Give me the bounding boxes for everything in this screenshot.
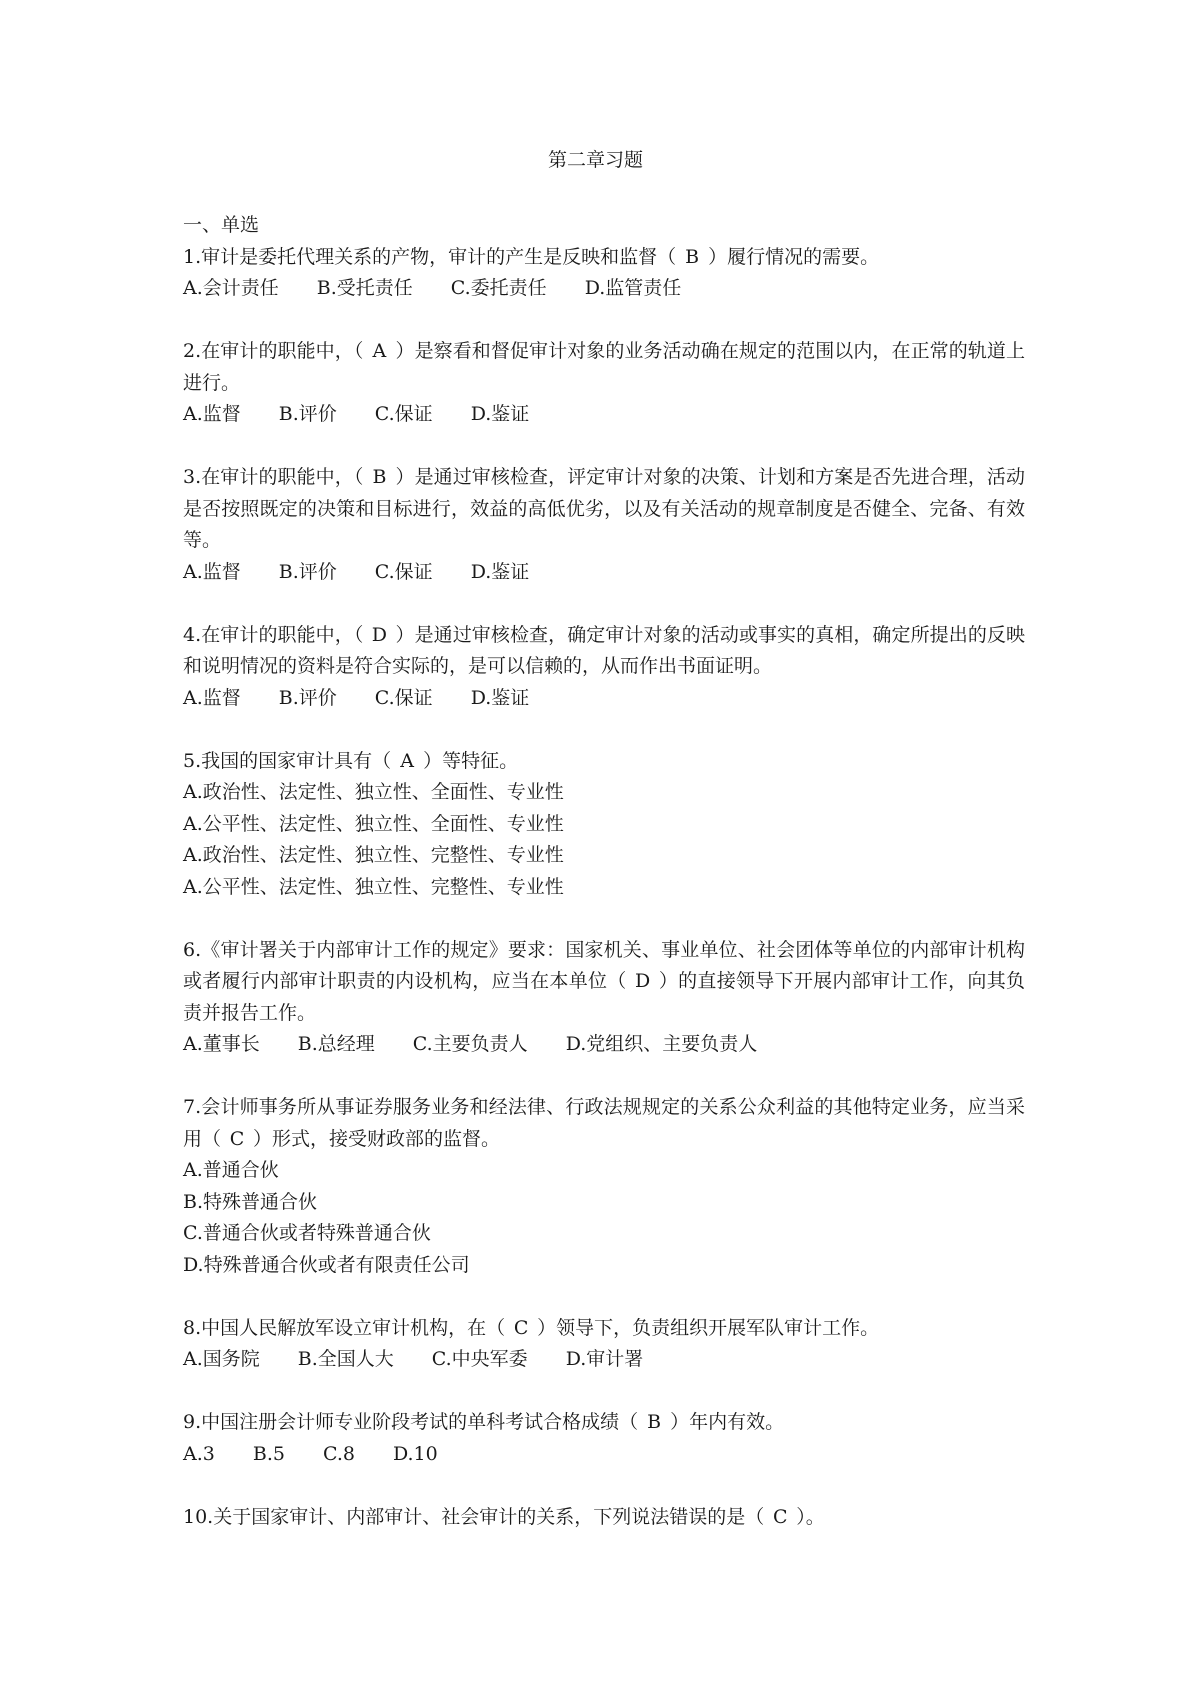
option: C.普通合伙或者特殊普通合伙 xyxy=(183,1222,431,1244)
option: D.10 xyxy=(392,1442,438,1465)
question-text-before: 在审计的职能中，（ xyxy=(201,466,364,488)
answer-letter: D xyxy=(371,623,388,646)
option: C.中央军委 xyxy=(431,1348,528,1370)
question-text-after: ）等特征。 xyxy=(423,749,519,772)
option: B.受托责任 xyxy=(316,277,413,299)
question-text-before: 在审计的职能中，（ xyxy=(201,623,364,646)
question-text-before: 《审计署关于内部审计工作的规定》要求：国家机关、事业单位、社会团体等单位的内部审计机构或者履行内部审计职责的内设机构，应当在本单位（ xyxy=(183,938,1025,992)
option: D.监管责任 xyxy=(584,277,682,299)
options-row xyxy=(183,683,1025,715)
question-stem xyxy=(183,746,1025,778)
options-row xyxy=(183,557,1025,589)
section-heading: 一、单选 xyxy=(183,214,260,236)
question-stem xyxy=(183,1502,1025,1534)
question-number: 6. xyxy=(183,938,202,961)
question-item xyxy=(183,935,1025,1061)
option: C.委托责任 xyxy=(450,277,547,299)
question-text-before: 关于国家审计、内部审计、社会审计的关系，下列说法错误的是（ xyxy=(213,1505,765,1528)
question-stem xyxy=(183,1407,1025,1439)
question-text-after: ）领导下，负责组织开展军队审计工作。 xyxy=(537,1316,880,1339)
option: C.主要负责人 xyxy=(412,1033,528,1055)
question-number: 7. xyxy=(183,1096,202,1118)
answer-letter: C xyxy=(229,1127,245,1150)
question-text-before: 审计是委托代理关系的产物，审计的产生是反映和监督（ xyxy=(201,245,677,268)
option: D.鉴证 xyxy=(470,560,530,583)
question-stem xyxy=(183,620,1025,683)
option: C.8 xyxy=(322,1442,355,1465)
option: B.5 xyxy=(252,1442,285,1465)
question-text-after: ）年内有效。 xyxy=(670,1411,785,1433)
option: A.公平性、法定性、独立性、完整性、专业性 xyxy=(183,875,564,898)
question-stem xyxy=(183,1092,1025,1155)
option: B.评价 xyxy=(278,403,337,425)
option: D.鉴证 xyxy=(470,403,530,425)
option: B.评价 xyxy=(278,560,337,583)
options-row xyxy=(183,1029,1025,1061)
question-text-after: ）是通过审核检查，确定审计对象的活动或事实的真相，确定所提出的反映和说明情况的资料是符合实际的，是可以信赖的，从而作出书面证明。 xyxy=(183,623,1025,677)
question-item xyxy=(183,1313,1025,1376)
question-text-after: ）是察看和督促审计对象的业务活动确在规定的范围以内，在正常的轨道上进行。 xyxy=(183,340,1025,394)
answer-letter: C xyxy=(513,1316,529,1339)
option: A.3 xyxy=(183,1442,215,1465)
question-item xyxy=(183,746,1025,904)
option: B.总经理 xyxy=(297,1033,375,1055)
page-title: 第二章习题 xyxy=(547,149,643,171)
question-number: 10. xyxy=(183,1505,214,1528)
answer-letter: B xyxy=(647,1411,662,1433)
answer-letter: A xyxy=(400,749,415,772)
question-stem xyxy=(183,935,1025,1030)
option: A.政治性、法定性、独立性、全面性、专业性 xyxy=(183,781,564,803)
option: D.审计署 xyxy=(565,1348,644,1370)
option: B.特殊普通合伙 xyxy=(183,1190,318,1213)
question-text-before: 中国注册会计师专业阶段考试的单科考试合格成绩（ xyxy=(201,1411,639,1433)
option: B.评价 xyxy=(278,686,337,709)
answer-letter: B xyxy=(685,245,700,268)
question-item xyxy=(183,1502,1025,1534)
question-number: 3. xyxy=(183,466,202,488)
option: A.会计责任 xyxy=(183,277,279,299)
question-text-before: 会计师事务所从事证券服务业务和经法律、行政法规规定的关系公众利益的其他特定业务，应当采用（ xyxy=(183,1096,1025,1150)
question-list xyxy=(183,210,1025,1565)
option: B.全国人大 xyxy=(297,1348,394,1370)
question-number: 4. xyxy=(183,623,202,646)
option: A.董事长 xyxy=(183,1033,260,1055)
option: A.监督 xyxy=(183,403,241,425)
question-stem xyxy=(183,242,1025,274)
question-item xyxy=(183,1092,1025,1281)
option: D.鉴证 xyxy=(470,686,530,709)
question-item xyxy=(183,242,1025,305)
answer-letter: C xyxy=(772,1505,788,1528)
option: C.保证 xyxy=(374,403,433,425)
question-number: 2. xyxy=(183,340,202,362)
question-number: 9. xyxy=(183,1411,202,1433)
question-text-after: ）是通过审核检查，评定审计对象的决策、计划和方案是否先进合理，活动是否按照既定的决策和目标进行，效益的高低优劣，以及有关活动的规章制度是否健全、完备、有效等。 xyxy=(183,466,1025,551)
question-text-after: ）履行情况的需要。 xyxy=(708,245,880,268)
answer-letter: D xyxy=(634,970,651,992)
options-row xyxy=(183,273,1025,305)
option: A.监督 xyxy=(183,686,241,709)
question-stem xyxy=(183,1313,1025,1345)
option: A.公平性、法定性、独立性、全面性、专业性 xyxy=(183,812,564,835)
options-row xyxy=(183,1439,1025,1471)
option: A.监督 xyxy=(183,560,241,583)
question-item xyxy=(183,336,1025,431)
option: D.特殊普通合伙或者有限责任公司 xyxy=(183,1253,470,1276)
option: C.保证 xyxy=(374,560,433,583)
option: C.保证 xyxy=(374,686,433,709)
question-item xyxy=(183,1407,1025,1470)
option: A.普通合伙 xyxy=(183,1159,279,1181)
question-text-after: ）的直接领导下开展内部审计工作，向其负责并报告工作。 xyxy=(183,970,1025,1024)
question-text-before: 中国人民解放军设立审计机构，在（ xyxy=(201,1316,506,1339)
question-stem xyxy=(183,336,1025,399)
question-text-before: 我国的国家审计具有（ xyxy=(201,749,392,772)
question-text-before: 在审计的职能中，（ xyxy=(201,340,364,362)
question-number: 8. xyxy=(183,1316,202,1339)
question-number: 1. xyxy=(183,245,202,268)
option: A.国务院 xyxy=(183,1348,260,1370)
question-stem xyxy=(183,462,1025,557)
question-text-after: ）。 xyxy=(796,1505,825,1528)
questions-container xyxy=(183,242,1025,1534)
options-row xyxy=(183,399,1025,431)
question-number: 5. xyxy=(183,749,202,772)
options-row xyxy=(183,1344,1025,1376)
question-text-after: ）形式，接受财政部的监督。 xyxy=(253,1127,501,1150)
question-item xyxy=(183,462,1025,588)
option: D.党组织、主要负责人 xyxy=(565,1033,758,1055)
option: A.政治性、法定性、独立性、完整性、专业性 xyxy=(183,844,564,866)
question-item xyxy=(183,620,1025,715)
answer-letter: A xyxy=(372,340,387,362)
answer-letter: B xyxy=(372,466,387,488)
